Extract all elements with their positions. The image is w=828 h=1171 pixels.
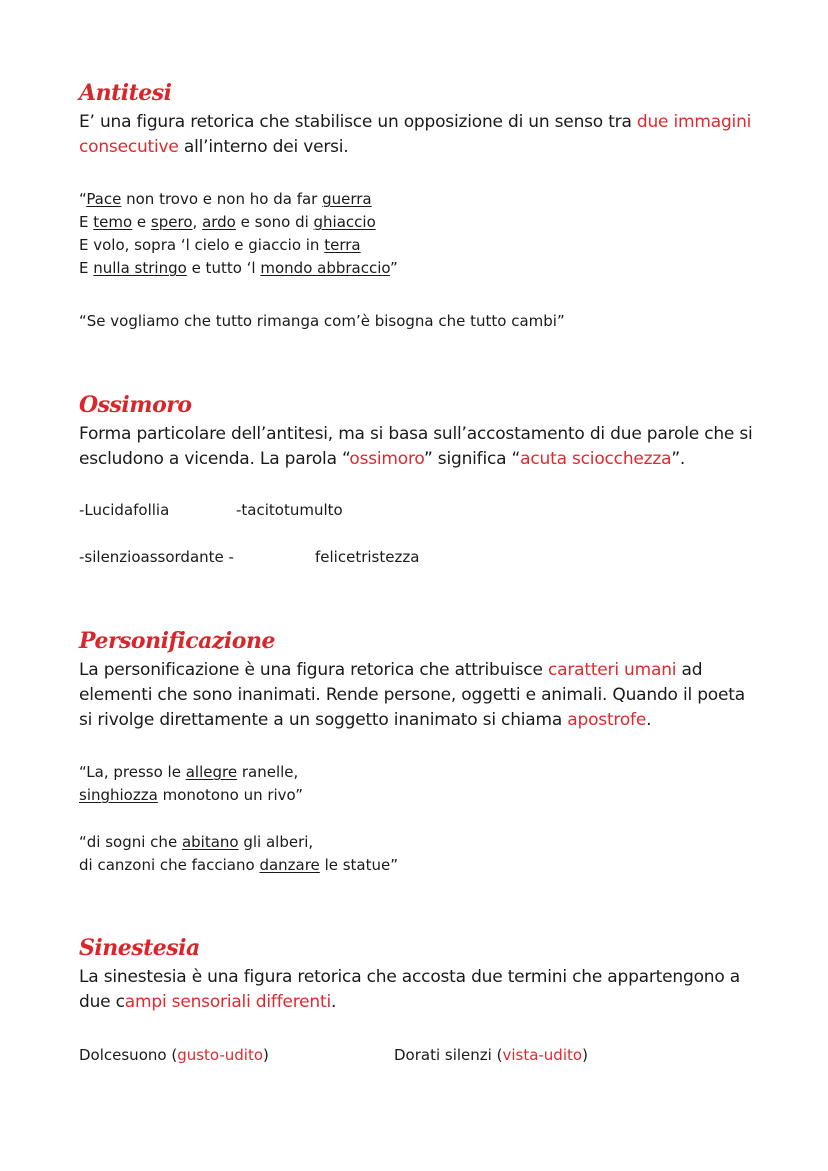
highlight-due-immagini: due immagini consecutive xyxy=(79,112,752,157)
example-lucidafollia: -Lucidafollia xyxy=(79,501,170,519)
example-silenzioassordante: -silenzioassordante - xyxy=(79,548,234,566)
section-ossimoro xyxy=(79,392,759,472)
section-personificazione xyxy=(79,628,759,733)
example-dorati-silenzi: Dorati silenzi (vista-udito) xyxy=(394,1046,588,1064)
example-tacitotumulto: -tacitotumulto xyxy=(236,501,343,519)
poem-line: “di sogni che abitano gli alberi, xyxy=(79,833,314,851)
heading-sinestesia: Sinestesia xyxy=(79,935,200,961)
personificazione-definition: La personificazione è una figura retorica che attribuisce caratteri umani ad elementi che sono inanimati. Rende persone, oggetti e animali. Quando il poeta si rivolge direttamente a un soggetto inanimato si chiama apostrofe. xyxy=(79,660,745,730)
poem-line: E temo e spero, ardo e sono di ghiaccio xyxy=(79,213,376,231)
section-antitesi xyxy=(79,80,759,160)
personificazione-example-1 xyxy=(79,761,759,807)
heading-antitesi: Antitesi xyxy=(79,80,172,106)
antitesi-quote: “Se vogliamo che tutto rimanga com’è bisogna che tutto cambi” xyxy=(79,312,565,330)
highlight-ossimoro: ossimoro xyxy=(349,449,424,469)
highlight-apostrofe: apostrofe xyxy=(567,710,647,730)
poem-line: “La, presso le allegre ranelle, xyxy=(79,763,299,781)
antitesi-poem xyxy=(79,188,759,280)
example-felicetristezza: felicetristezza xyxy=(315,548,420,566)
example-dolcesuono: Dolcesuono (gusto-udito) xyxy=(79,1046,269,1064)
personificazione-example-2 xyxy=(79,831,759,877)
heading-ossimoro: Ossimoro xyxy=(79,392,192,418)
highlight-campi-sensoriali: ampi sensoriali differenti xyxy=(124,992,331,1012)
highlight-acuta-sciocchezza: acuta sciocchezza xyxy=(520,449,672,469)
highlight-caratteri-umani: caratteri umani xyxy=(547,660,677,680)
poem-line: “Pace non trovo e non ho da far guerra xyxy=(79,190,372,208)
heading-personificazione: Personificazione xyxy=(79,628,275,654)
antitesi-definition: E’ una figura retorica che stabilisce un opposizione di un senso tra due immagini consecutive all’interno dei versi. xyxy=(79,112,752,157)
poem-line: singhiozza monotono un rivo” xyxy=(79,786,303,804)
poem-line: E volo, sopra ‘l cielo e giaccio in terra xyxy=(79,236,361,254)
ossimoro-definition: Forma particolare dell’antitesi, ma si basa sull’accostamento di due parole che si escludono a vicenda. La parola “ossimoro” significa “acuta sciocchezza”. xyxy=(79,424,753,469)
poem-line: di canzoni che facciano danzare le statue” xyxy=(79,856,399,874)
section-sinestesia xyxy=(79,935,759,1015)
sinestesia-definition: La sinestesia è una figura retorica che accosta due termini che appartengono a due campi sensoriali differenti. xyxy=(79,967,740,1012)
poem-line: E nulla stringo e tutto ‘l mondo abbraccio” xyxy=(79,259,398,277)
